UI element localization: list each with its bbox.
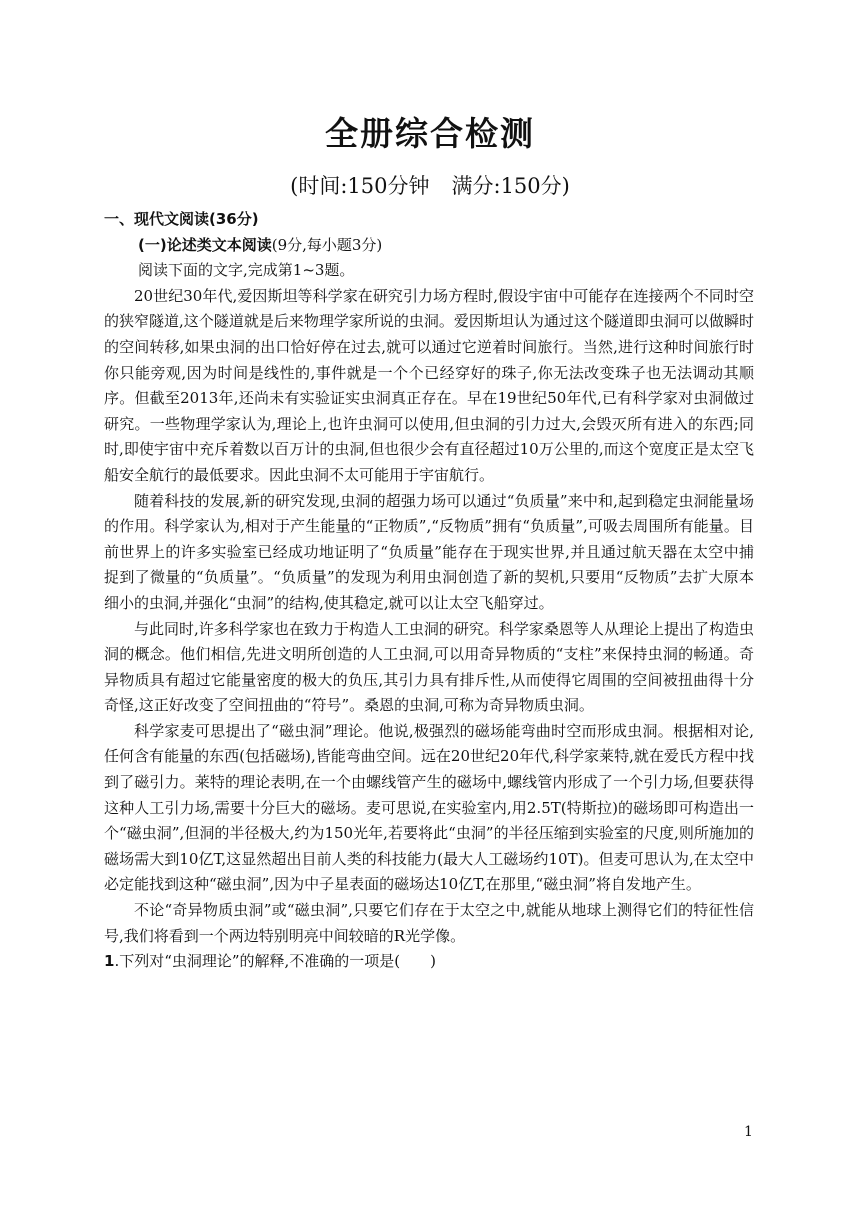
full-score: 满分:150分)	[451, 174, 570, 198]
section-heading: 一、现代文阅读(36分)	[104, 210, 259, 228]
question-text: .下列对“虫洞理论”的解释,不准确的一项是( )	[114, 952, 437, 971]
passage-paragraph-3: 与此同时,许多科学家也在致力于构造人工虫洞的研究。科学家桑恩等人从理论上提出了构造虫洞的概念。他们相信,先进文明所创造的人工虫洞,可以用奇异物质的“支柱”来保持虫洞的畅通。奇异物质具有超过它能量密度的极大的负压,其引力具有排斥性,从而使得它周围的空间被扭曲得十分奇怪,这正好改变了空间扭曲的“符号”。桑恩的虫洞,可称为奇异物质虫洞。	[104, 619, 754, 715]
question-1	[104, 949, 754, 975]
time-limit: (时间:150分钟	[290, 174, 430, 198]
passage-paragraph-1: 20世纪30年代,爱因斯坦等科学家在研究引力场方程时,假设宇宙中可能存在连接两个不同时空的狭窄隧道,这个隧道就是后来物理学家所说的虫洞。爱因斯坦认为通过这个隧道即虫洞可以做瞬时的空间转移,如果虫洞的出口恰好停在过去,就可以通过它逆着时间旅行。当然,进行这种时间旅行时你只能旁观,因为时间是线性的,事件就是一个个已经穿好的珠子,你无法改变珠子也无法调动其顺序。但截至2013年,还尚未有实验证实虫洞真正存在。早在19世纪50年代,已有科学家对虫洞做过研究。一些物理学家认为,理论上,也许虫洞可以使用,但虫洞的引力过大,会毁灭所有进入的东西;同时,即使宇宙中充斥着数以百万计的虫洞,但也很少会有直径超过10万公里的,而这个宽度正是太空飞船安全航行的最低要求。因此虫洞不太可能用于宇宙航行。	[104, 286, 754, 484]
document-body	[104, 207, 754, 975]
subsection-heading	[104, 233, 754, 259]
reading-instruction: 阅读下面的文字,完成第1~3题。	[138, 261, 355, 280]
subsection-title: (一)论述类文本阅读	[138, 235, 272, 254]
exam-info	[0, 170, 860, 200]
page-number: 1	[744, 1124, 753, 1140]
passage-paragraph-5: 不论“奇异物质虫洞”或“磁虫洞”,只要它们存在于太空之中,就能从地球上测得它们的特征性信号,我们将看到一个两边特别明亮中间较暗的R光学像。	[104, 901, 754, 945]
subsection-points: (9分,每小题3分)	[271, 235, 383, 254]
question-number: 1	[104, 952, 115, 971]
page-title: 全册综合检测	[325, 114, 535, 153]
passage-paragraph-2: 随着科技的发展,新的研究发现,虫洞的超强力场可以通过“负质量”来中和,起到稳定虫洞能量场的作用。科学家认为,相对于产生能量的“正物质”,“反物质”拥有“负质量”,可吸去周围所有能量。目前世界上的许多实验室已经成功地证明了“负质量”能存在于现实世界,并且通过航天器在太空中捕捉到了微量的“负质量”。“负质量”的发现为利用虫洞创造了新的契机,只要用“反物质”去扩大原本细小的虫洞,并强化“虫洞”的结构,使其稳定,就可以让太空飞船穿过。	[104, 491, 754, 612]
passage-paragraph-4: 科学家麦可思提出了“磁虫洞”理论。他说,极强烈的磁场能弯曲时空而形成虫洞。根据相对论,任何含有能量的东西(包括磁场),皆能弯曲空间。远在20世纪20年代,科学家莱特,就在爱氏方程中找到了磁引力。莱特的理论表明,在一个由螺线管产生的磁场中,螺线管内形成了一个引力场,但要获得这种人工引力场,需要十分巨大的磁场。麦可思说,在实验室内,用2.5T(特斯拉)的磁场即可构造出一个“磁虫洞”,但洞的半径极大,约为150光年,若要将此“虫洞”的半径压缩到实验室的尺度,则所施加的磁场需大到10亿T,这显然超出目前人类的科技能力(最大人工磁场约10T)。但麦可思认为,在太空中必定能找到这种“磁虫洞”,因为中子星表面的磁场达10亿T,在那里,“磁虫洞”将自发地产生。	[104, 721, 754, 894]
